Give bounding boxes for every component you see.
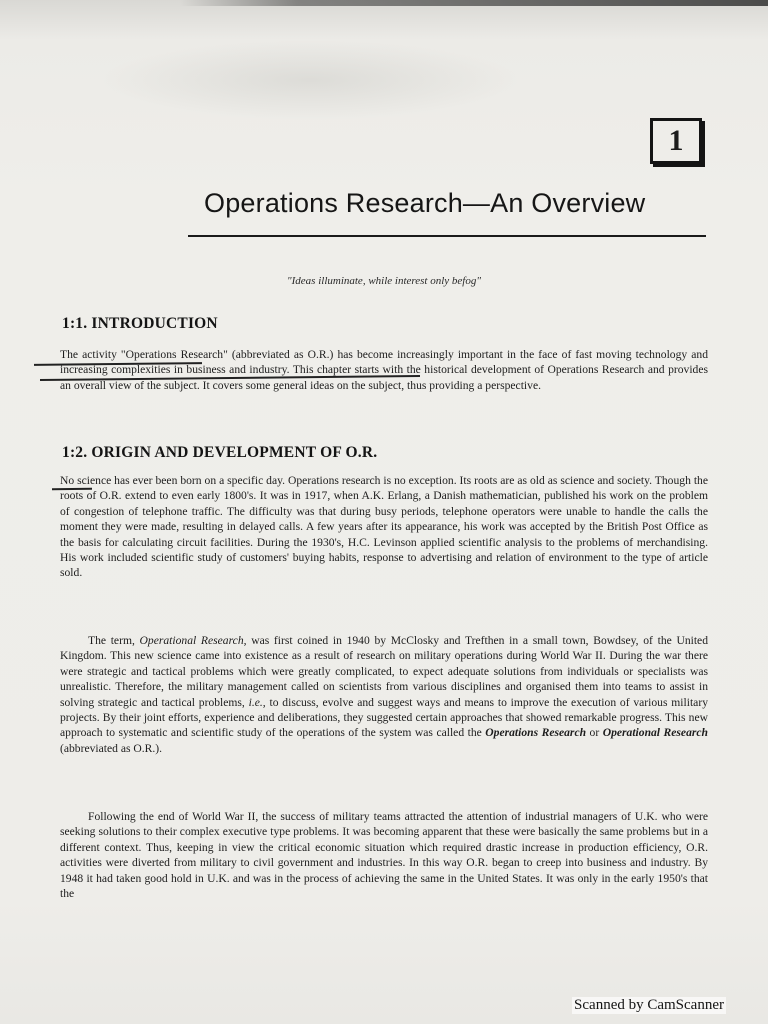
scanner-watermark: Scanned by CamScanner <box>574 997 724 1013</box>
text-run: or <box>586 726 603 740</box>
paragraph-introduction: The activity "Operations Research" (abbreviated as O.R.) has become increasingly important in the face of fast moving technology and increasing complexities in business and industry. This chapter starts with the historical development of Operations Research and provides an overall view of the subject. It covers some general ideas on the subject, thus providing a perspective. <box>60 348 708 392</box>
term-operational-research: Operational Research, <box>139 634 247 647</box>
chapter-title: Operations Research—An Overview <box>204 188 646 218</box>
abbrev-ie: i.e., <box>248 695 266 709</box>
text-run: to discuss, evolve and suggest ways and means to improve the execution of various military projects. By their joint efforts, experience and deliberations, they suggested certain approaches that showed remarkable progress. This new approach to systematic and scientific study of the operations of the system was called the <box>60 695 708 740</box>
section-heading-origin: 1:2. ORIGIN AND DEVELOPMENT OF O.R. <box>62 444 378 461</box>
bleed-through-smudge <box>100 40 520 120</box>
chapter-number-box <box>650 118 702 164</box>
text-run: The term, <box>88 634 140 647</box>
paragraph-origin-1: No science has ever been born on a specific day. Operations research is no exception. Its roots are as old as science and society. Though the roots of O.R. extend to even early 1800's. It was in 1917, when A.K. Erlang, a Danish mathematician, published his work on the problem of congestion of telephone traffic. The difficulty was that during busy periods, telephone operators were unable to handle the calls the moment they were made, resulting in delayed calls. A few years after its appearance, his work was accepted by the British Post Office as the basis for calculating circuit facilities. During the 1930's, H.C. Levinson applied scientific analysis to the problems of merchandising. His work included scientific study of customers' buying habits, response to advertising and relation of environment to the type of article sold. <box>60 474 708 580</box>
text-run: (abbreviated as O.R.). <box>60 741 163 755</box>
paragraph-origin-3: Following the end of World War II, the success of military teams attracted the attention of industrial managers of U.K. who were seeking solutions to their complex executive type problems. It was becoming apparent that these were basically the same problems but in a different context. Thus, keeping in view the critical economic situation which required drastic increase in production efficiency, O.R. activities were diverted from military to civil government and industries. In this way O.R. began to creep into business and industry. By 1948 it had taken good hold in U.K. and was in the process of achieving the same in the United States. It was only in the early 1950's that the <box>60 810 708 901</box>
chapter-number: 1 <box>668 124 684 157</box>
epigraph: "Ideas illuminate, while interest only befog" <box>287 275 481 287</box>
title-rule <box>188 235 706 237</box>
term-operations-research: Operations Research <box>485 726 587 740</box>
section-heading-introduction: 1:1. INTRODUCTION <box>62 315 218 332</box>
term-operational-research-bold: Operational Research <box>602 726 708 740</box>
page-top-shadow <box>180 0 768 6</box>
text-run: was first coined in 1940 by McClosky and Trefthen in a small town, Bowdsey, of the United Kingdom. This new science came into existence as a result of research on military operations during World War II. During the war there were strategic and tactical problems which were greatly complicated, to expect adequate solutions from individuals or specialists was unrealistic. Therefore, the military management called on scientists from various disciplines and organised them into teams to assist in solving strategic and tactical problems, <box>60 634 709 709</box>
paragraph-origin-2 <box>60 633 708 756</box>
